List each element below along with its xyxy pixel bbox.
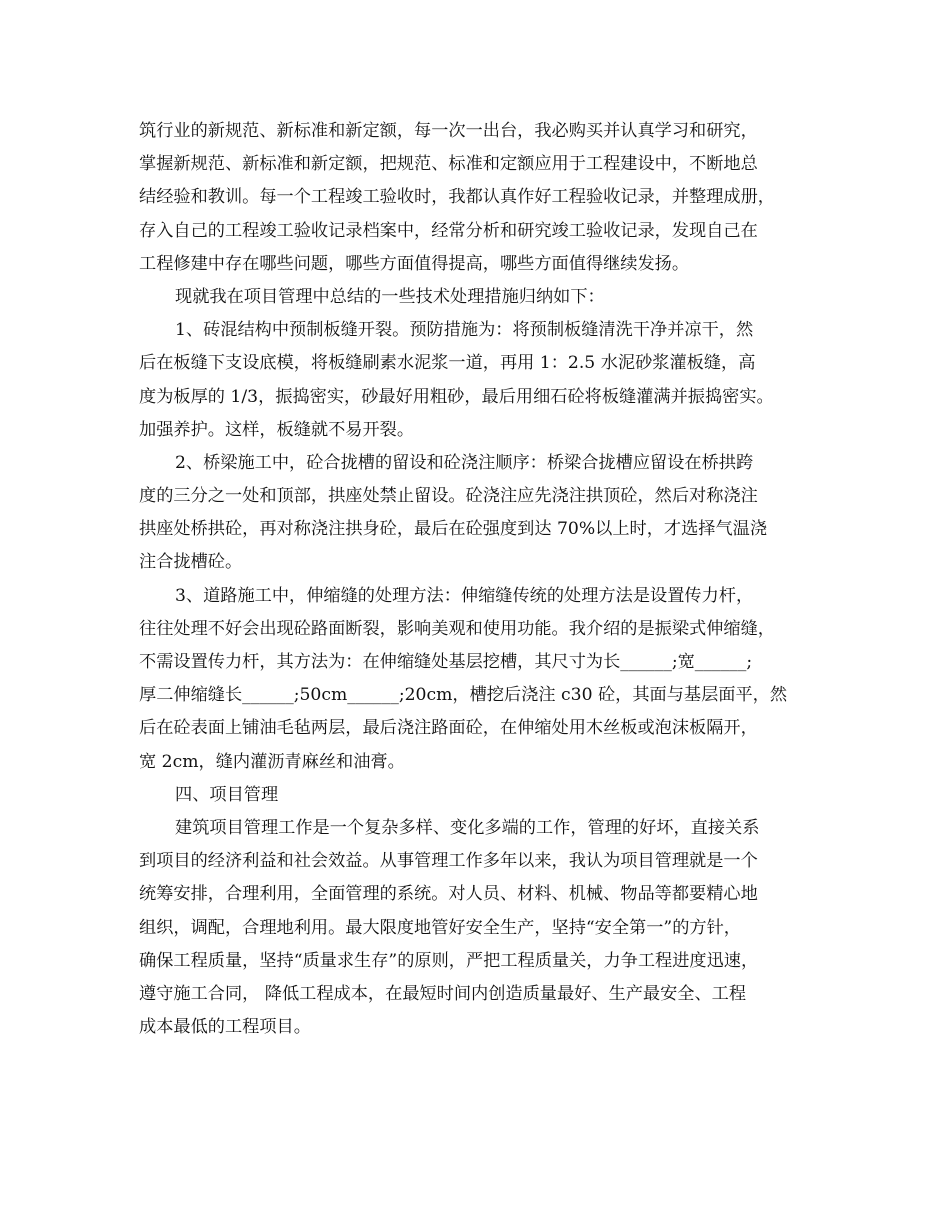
text-line: 确保工程质量，坚持“质量求生存”的原则，严把工程质量关，力争工程进度迅速， [139, 950, 759, 971]
text-line: 统筹安排，合理利用，全面管理的系统。对人员、材料、机械、物品等都要精心地 [139, 884, 758, 905]
text-line: 2、桥梁施工中，砼合拢槽的留设和砼浇注顺序：桥梁合拢槽应留设在桥拱跨 [175, 452, 754, 473]
text-line: 结经验和教训。每一个工程竣工验收时，我都认真作好工程验收记录，并整理成册， [139, 187, 775, 208]
text-line: 建筑项目管理工作是一个复杂多样、变化多端的工作，管理的好坏，直接关系 [175, 817, 760, 838]
text-line: 遵守施工合同， 降低工程成本，在最短时间内创造质量最好、生产最安全、工程 [139, 983, 747, 1004]
text-line: 度为板厚的 1/3，振捣密实，砂最好用粗砂，最后用细石砼将板缝灌满并振捣密实。 [139, 386, 774, 407]
text-line: 不需设置传力杆，其方法为：在伸缩缝处基层挖槽，其尺寸为长______;宽______; [139, 652, 753, 672]
text-line: 组织，调配，合理地利用。最大限度地管好安全生产，坚持“安全第一”的方针， [139, 917, 741, 938]
text-line: 成本最低的工程项目。 [139, 1017, 311, 1038]
body-text [139, 115, 829, 1044]
text-line: 加强养护。这样，板缝就不易开裂。 [139, 419, 415, 440]
text-line: 工程修建中存在哪些问题，哪些方面值得提高，哪些方面值得继续发扬。 [139, 253, 690, 274]
text-line: 1、砖混结构中预制板缝开裂。预防措施为：将预制板缝清洗干净并凉干，然 [175, 320, 754, 341]
text-line: 后在板缝下支设底模，将板缝刷素水泥浆一道，再用 1：2.5 水泥砂浆灌板缝，高 [139, 353, 756, 374]
text-line: 往往处理不好会出现砼路面断裂，影响美观和使用功能。我介绍的是振梁式伸缩缝， [139, 618, 775, 639]
text-line: 宽 2cm，缝内灌沥青麻丝和油膏。 [139, 751, 405, 772]
text-line: 度的三分之一处和顶部，拱座处禁止留设。砼浇注应先浇注拱顶砼，然后对称浇注 [139, 486, 758, 507]
text-line: 后在砼表面上铺油毛毡两层，最后浇注路面砼，在伸缩处用木丝板或泡沫板隔开， [139, 718, 758, 739]
text-line: 厚二伸缩缝长______;50cm______;20cm，槽挖后浇注 c30 砼，其面与基层面平，然 [139, 685, 788, 706]
section-heading: 四、项目管理 [175, 784, 279, 805]
text-line: 存入自己的工程竣工验收记录档案中，经常分析和研究竣工验收记录，发现自己在 [139, 220, 758, 241]
text-line: 拱座处桥拱砼，再对称浇注拱身砼，最后在砼强度到达 70%以上时，才选择气温浇 [139, 519, 768, 540]
text-line: 注合拢槽砼。 [139, 552, 243, 573]
text-line: 3、道路施工中，伸缩缝的处理方法：伸缩缝传统的处理方法是设置传力杆， [175, 585, 754, 606]
text-line: 筑行业的新规范、新标准和新定额，每一次一出台，我必购买并认真学习和研究， [139, 121, 758, 141]
text-line: 现就我在项目管理中总结的一些技术处理措施归纳如下： [175, 286, 605, 307]
text-line: 掌握新规范、新标准和新定额，把规范、标准和定额应用于工程建设中，不断地总 [139, 154, 758, 175]
text-line: 到项目的经济利益和社会效益。从事管理工作多年以来，我认为项目管理就是一个 [139, 851, 758, 872]
